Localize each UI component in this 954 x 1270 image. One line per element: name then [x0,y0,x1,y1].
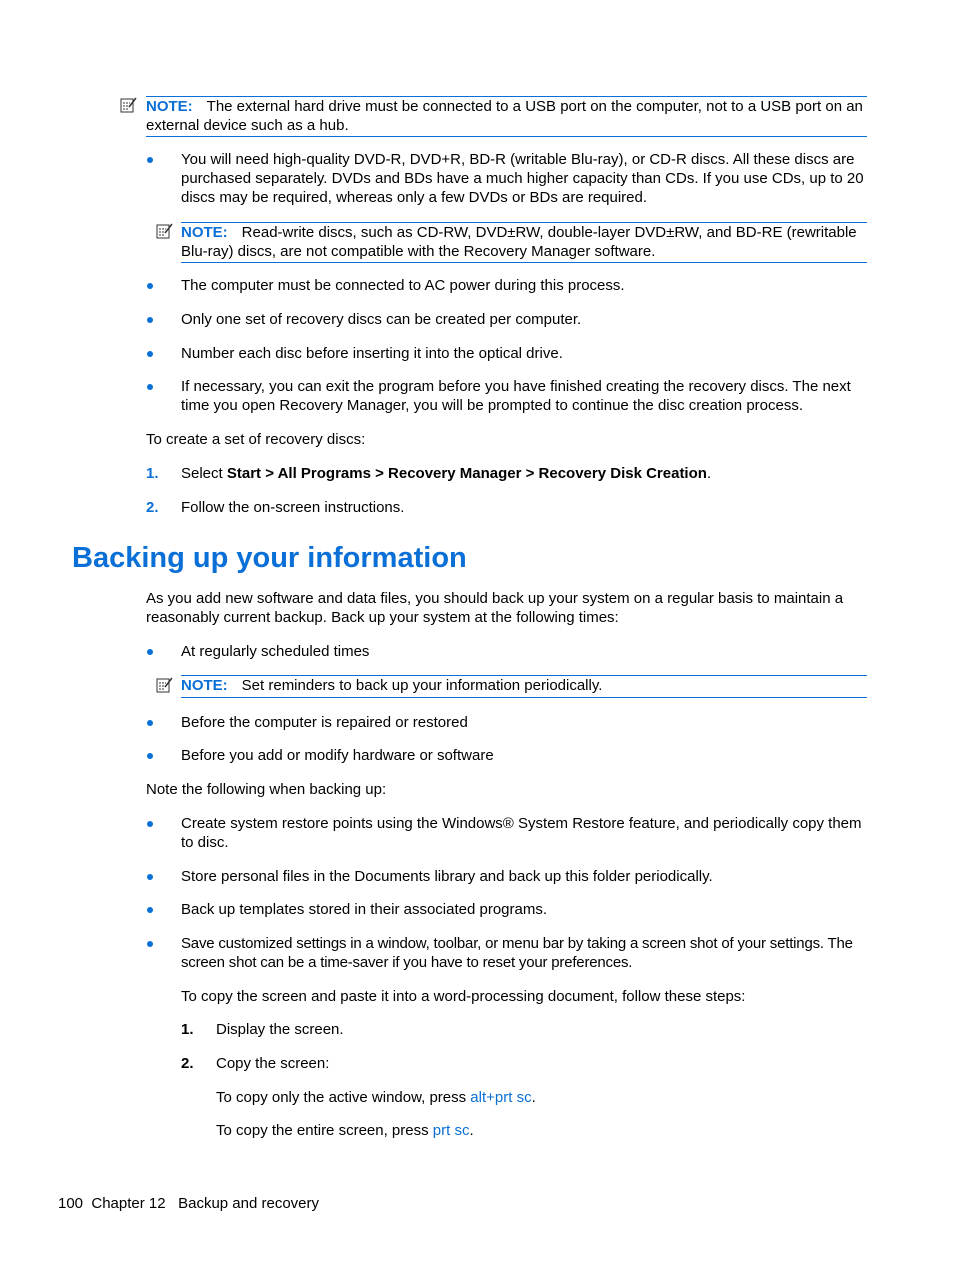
note-label: NOTE: [181,224,228,241]
bullet-icon [147,874,153,880]
note-icon [120,97,137,113]
instruction-pre: To copy only the active window, press [216,1089,471,1106]
note-text: Read-write discs, such as CD-RW, DVD±RW, double-layer DVD±RW, and BD-RE (rewritable Blu-ray) discs, are not compatible with the Recovery Manager software. [181,224,857,260]
bullet-icon [147,317,153,323]
list-item: Number each disc before inserting it into the optical drive. [181,345,563,362]
note-icon [156,223,173,239]
note-box [181,675,867,698]
note-label: NOTE: [146,98,193,115]
section-heading: Backing up your information [72,542,467,574]
bullet-icon [147,649,153,655]
step-number: 1. [146,465,159,482]
step-text: Display the screen. [216,1021,344,1038]
page-footer [58,1194,558,1213]
list-item: If necessary, you can exit the program before you have finished creating the recovery discs. The next time you open Recovery Manager, you will be prompted to continue the disc creation process. [181,378,851,414]
list-item: Only one set of recovery discs can be created per computer. [181,311,582,328]
list-item: Create system restore points using the Windows® System Restore feature, and periodically copy them to disc. [181,815,862,851]
note-icon [156,677,173,693]
bullet-icon [147,907,153,913]
instruction-active-window [216,1088,866,1107]
instruction-post: . [531,1089,536,1106]
note-text: The external hard drive must be connected to a USB port on the computer, not to a USB port on an external device such as a hub. [146,98,863,134]
step-text: Copy the screen: [216,1055,330,1072]
step-text [181,464,867,483]
instruction-entire-screen [216,1121,866,1140]
note-box [146,96,867,137]
instruction-post: . [469,1122,474,1139]
list-item: At regularly scheduled times [181,643,370,660]
step-number: 2. [146,499,159,516]
bullet-icon [147,384,153,390]
chapter-title: Backup and recovery [178,1195,320,1212]
bullet-icon [147,941,153,947]
bullet-icon [147,821,153,827]
note-label: NOTE: [181,677,228,694]
step-text: Follow the on-screen instructions. [181,499,405,516]
list-item: You will need high-quality DVD-R, DVD+R, BD-R (writable Blu-ray), or CD-R discs. All these discs are purchased separately. DVDs and BDs have a much higher capacity than CDs. If you use CDs, up to 20 discs may be required, whereas only a few DVDs or BDs are required. [181,151,864,206]
bullet-icon [147,351,153,357]
list-item: Store personal files in the Documents library and back up this folder periodically. [181,868,713,885]
bullet-icon [147,720,153,726]
instruction-pre: To copy the entire screen, press [216,1122,433,1139]
note-text: Set reminders to back up your information periodically. [241,677,603,694]
paragraph: Note the following when backing up: [146,781,387,798]
paragraph: To copy the screen and paste it into a word-processing document, follow these steps: [181,988,746,1005]
list-item: Before the computer is repaired or restored [181,714,468,731]
bullet-icon [147,753,153,759]
step-number: 2. [181,1055,194,1072]
note-box [181,222,867,263]
step-number: 1. [181,1021,194,1038]
list-item: Save customized settings in a window, toolbar, or menu bar by taking a screen shot of your settings. The screen shot can be a time-saver if you have to reset your preferences. [181,935,853,971]
menu-path: Start > All Programs > Recovery Manager > Recovery Disk Creation [226,465,707,482]
list-item: The computer must be connected to AC power during this process. [181,277,625,294]
keyboard-shortcut: alt+prt sc [470,1089,532,1106]
page-number: 100 [58,1195,84,1212]
step-text-post: . [706,465,712,482]
paragraph: As you add new software and data files, you should back up your system on a regular basis to maintain a reasonably current backup. Back up your system at the following times: [146,590,844,626]
step-text-pre: Select [181,465,227,482]
bullet-icon [147,157,153,163]
keyboard-shortcut: prt sc [432,1122,470,1139]
list-item: Before you add or modify hardware or software [181,747,494,764]
paragraph: To create a set of recovery discs: [146,431,366,448]
chapter-label: Chapter 12 [91,1195,166,1212]
bullet-icon [147,283,153,289]
list-item: Back up templates stored in their associated programs. [181,901,548,918]
